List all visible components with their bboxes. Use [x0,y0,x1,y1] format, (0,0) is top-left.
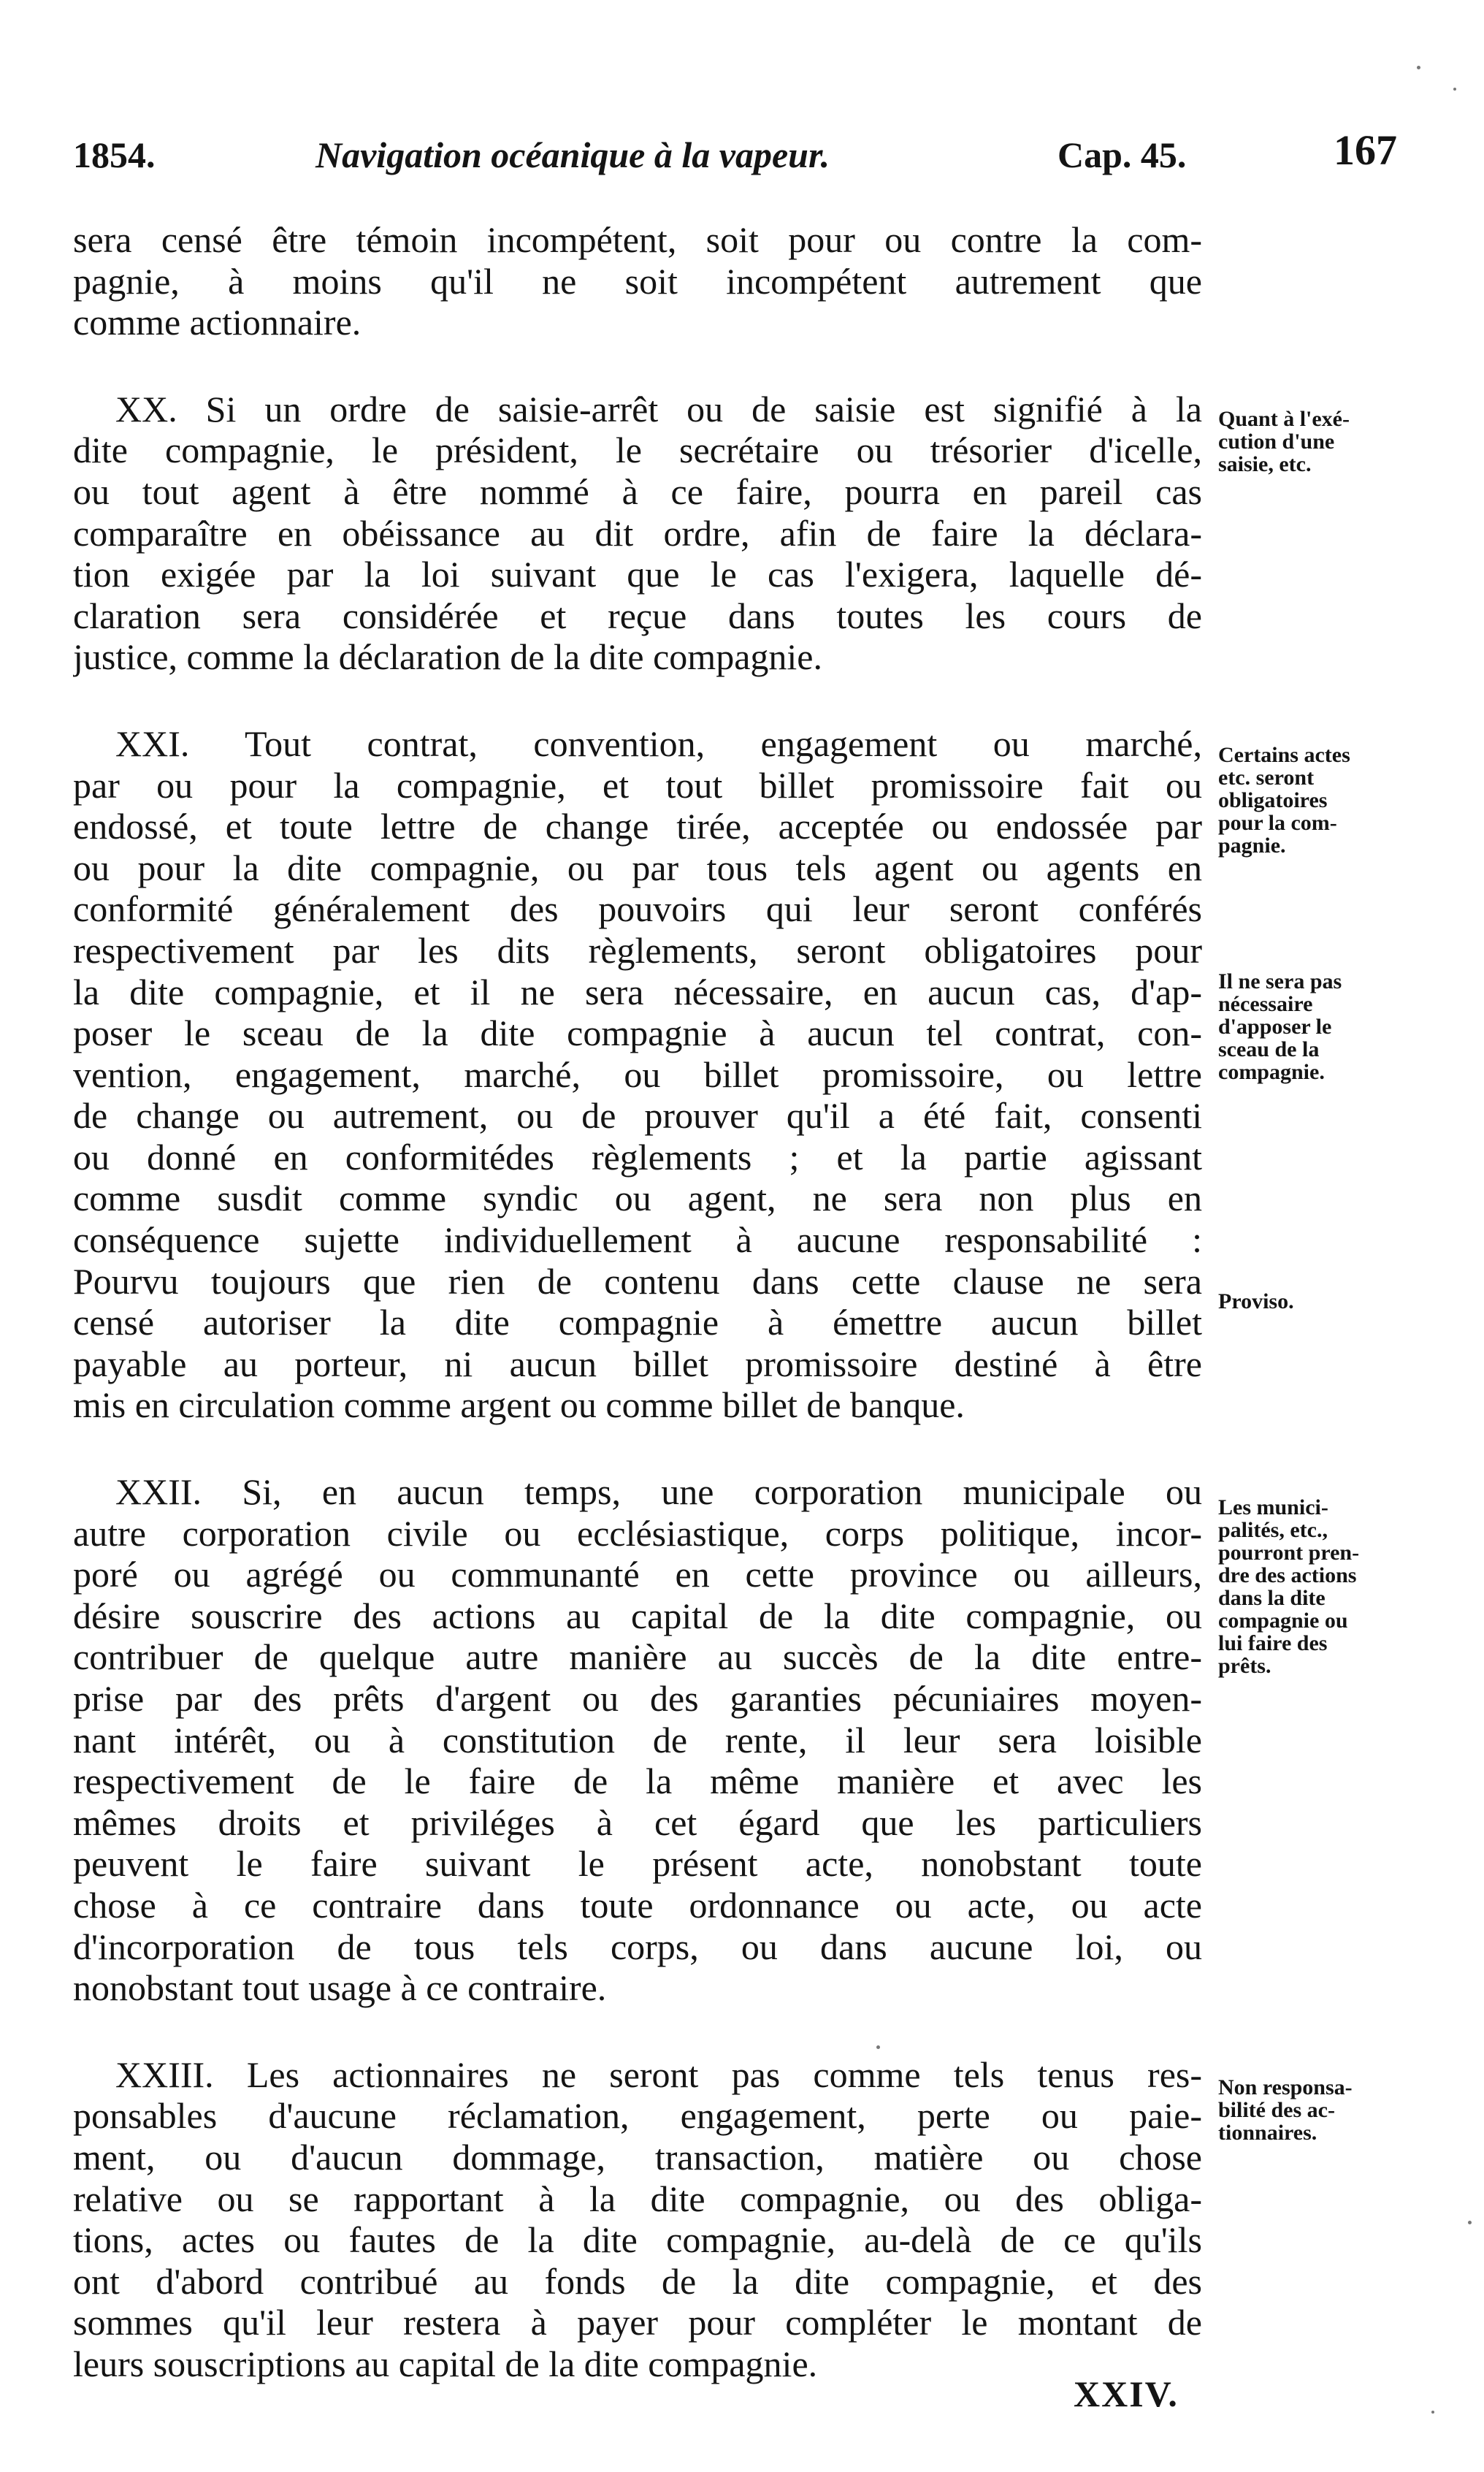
text-line: XXII. Si, en aucun temps, une corporation municipale ou [115,1471,1202,1513]
text-line: XX. Si un ordre de saisie-arrêt ou de saisie est signifié à la [115,388,1202,430]
text-line: ont d'abord contribué au fonds de la dite compagnie, et des [73,2260,1202,2302]
paragraph-spacer [73,343,1202,389]
text-line: ou pour la dite compagnie, ou par tous tels agent ou agents en [73,847,1202,888]
text-line: d'incorporation de tous tels corps, ou dans aucune loi, ou [73,1926,1202,1967]
margin-note-sceau: Il ne sera pas nécessaire d'apposer le sceau de la compagnie. [1218,969,1342,1084]
paragraph-spacer [73,2009,1202,2054]
text-line: sommes qu'il leur restera à payer pour compléter le montant de [73,2302,1202,2343]
text-line: respectivement par les dits règlements, seront obligatoires pour [73,929,1202,971]
text-line: la dite compagnie, et il ne sera nécessaire, en aucun cas, d'ap- [73,971,1202,1012]
text-line: conséquence sujette individuellement à aucune responsabilité : [73,1219,1202,1261]
text-line: par ou pour la compagnie, et tout billet promissoire fait ou [73,764,1202,806]
scan-speck [1417,66,1420,69]
section-xx [73,389,1202,678]
text-line: comme susdit comme syndic ou agent, ne sera non plus en [73,1178,1202,1219]
text-line: respectivement de le faire de la même manière et avec les [73,1760,1202,1802]
text-line: comme actionnaire. [73,302,362,343]
text-line: ment, ou d'aucun dommage, transaction, matière ou chose [73,2136,1202,2178]
text-line: ou tout agent à être nommé à ce faire, pourra en pareil cas [73,470,1202,512]
page-number: 167 [1334,126,1397,174]
text-line: peuvent le faire suivant le présent acte, nonobstant toute [73,1843,1202,1885]
text-line: conformité généralement des pouvoirs qui leur seront conférés [73,888,1202,930]
text-line: nant intérêt, ou à constitution de rente, il leur sera loisible [73,1719,1202,1760]
text-line: leurs souscriptions au capital de la dite compagnie. [73,2343,818,2384]
text-line: payable au porteur, ni aucun billet promissoire destiné à être [73,1343,1202,1384]
catchword: XXIV. [1074,2373,1179,2414]
text-line: autre corporation civile ou ecclésiastique, corps politique, incor- [73,1512,1202,1554]
text-line: claration sera considérée et reçue dans toutes les cours de [73,595,1202,636]
section-xxi [73,723,1202,1426]
scan-speck [1453,88,1456,91]
section-xxiii [73,2054,1202,2385]
margin-note-proviso: Proviso. [1218,1289,1294,1313]
scan-speck [1431,2411,1434,2414]
text-line: prise par des prêts d'argent ou des garanties pécuniaires moyen- [73,1678,1202,1719]
text-line: chose à ce contraire dans toute ordonnance ou acte, ou acte [73,1884,1202,1926]
text-line: vention, engagement, marché, ou billet promissoire, ou lettre [73,1053,1202,1095]
text-line: mêmes droits et priviléges à cet égard que les particuliers [73,1801,1202,1843]
header-title: Navigation océanique à la vapeur. [315,134,830,175]
text-line: tion exigée par la loi suivant que le cas l'exigera, laquelle dé- [73,554,1202,595]
text-line: mis en circulation comme argent ou comme billet de banque. [73,1384,965,1426]
text-line: XXIII. Les actionnaires ne seront pas comme tels tenus res- [115,2053,1202,2095]
header-year: 1854. [73,134,156,175]
text-line: dite compagnie, le président, le secrétaire ou trésorier d'icelle, [73,430,1202,471]
paragraph-spacer [73,1426,1202,1471]
text-line: ponsables d'aucune réclamation, engagement, perte ou paie- [73,2095,1202,2137]
paragraph-spacer [73,678,1202,723]
main-text-column [73,219,1202,2385]
text-line: contribuer de quelque autre manière au succès de la dite entre- [73,1636,1202,1678]
text-line: nonobstant tout usage à ce contraire. [73,1967,607,2009]
text-line: justice, comme la déclaration de la dite compagnie. [73,636,822,678]
text-line: désire souscrire des actions au capital de la dite compagnie, ou [73,1595,1202,1636]
margin-note-certains-actes: Certains actes etc. seront obligatoires pour la com- pagnie. [1218,743,1350,858]
text-line: pagnie, à moins qu'il ne soit incompétent autrement que [73,260,1202,302]
header-chapter: Cap. 45. [1057,134,1187,175]
text-line: poser le sceau de la dite compagnie à aucun tel contrat, con- [73,1012,1202,1054]
paragraph-continuation [73,219,1202,343]
running-header [0,126,1484,191]
margin-note-non-responsabilite: Non responsa- bilité des ac- tionnaires. [1218,2075,1353,2145]
scan-speck [1468,2221,1472,2224]
section-xxii [73,1471,1202,2009]
text-line: tions, actes ou fautes de la dite compagnie, au-delà de ce qu'ils [73,2219,1202,2261]
scan-speck [876,2045,880,2049]
text-line: sera censé être témoin incompétent, soit pour ou contre la com- [73,219,1202,260]
text-line: comparaître en obéissance au dit ordre, afin de faire la déclara- [73,512,1202,554]
margin-note-execution: Quant à l'exé- cution d'une saisie, etc. [1218,407,1350,476]
text-line: relative ou se rapportant à la dite compagnie, ou des obliga- [73,2178,1202,2219]
text-line: censé autoriser la dite compagnie à émettre aucun billet [73,1302,1202,1343]
text-line: XXI. Tout contrat, convention, engagement ou marché, [115,722,1202,764]
margin-note-municipalites: Les munici- palités, etc., pourront pren- dre des actions dans la dite compagnie ou lui faire des prêts. [1218,1495,1360,1678]
text-line: endossé, et toute lettre de change tirée, acceptée ou endossée par [73,806,1202,847]
text-line: Pourvu toujours que rien de contenu dans cette clause ne sera [73,1260,1202,1302]
text-line: poré ou agrégé ou communanté en cette province ou ailleurs, [73,1554,1202,1595]
text-line: ou donné en conformitédes règlements ; et la partie agissant [73,1136,1202,1178]
text-line: de change ou autrement, ou de prouver qu'il a été fait, consenti [73,1095,1202,1137]
